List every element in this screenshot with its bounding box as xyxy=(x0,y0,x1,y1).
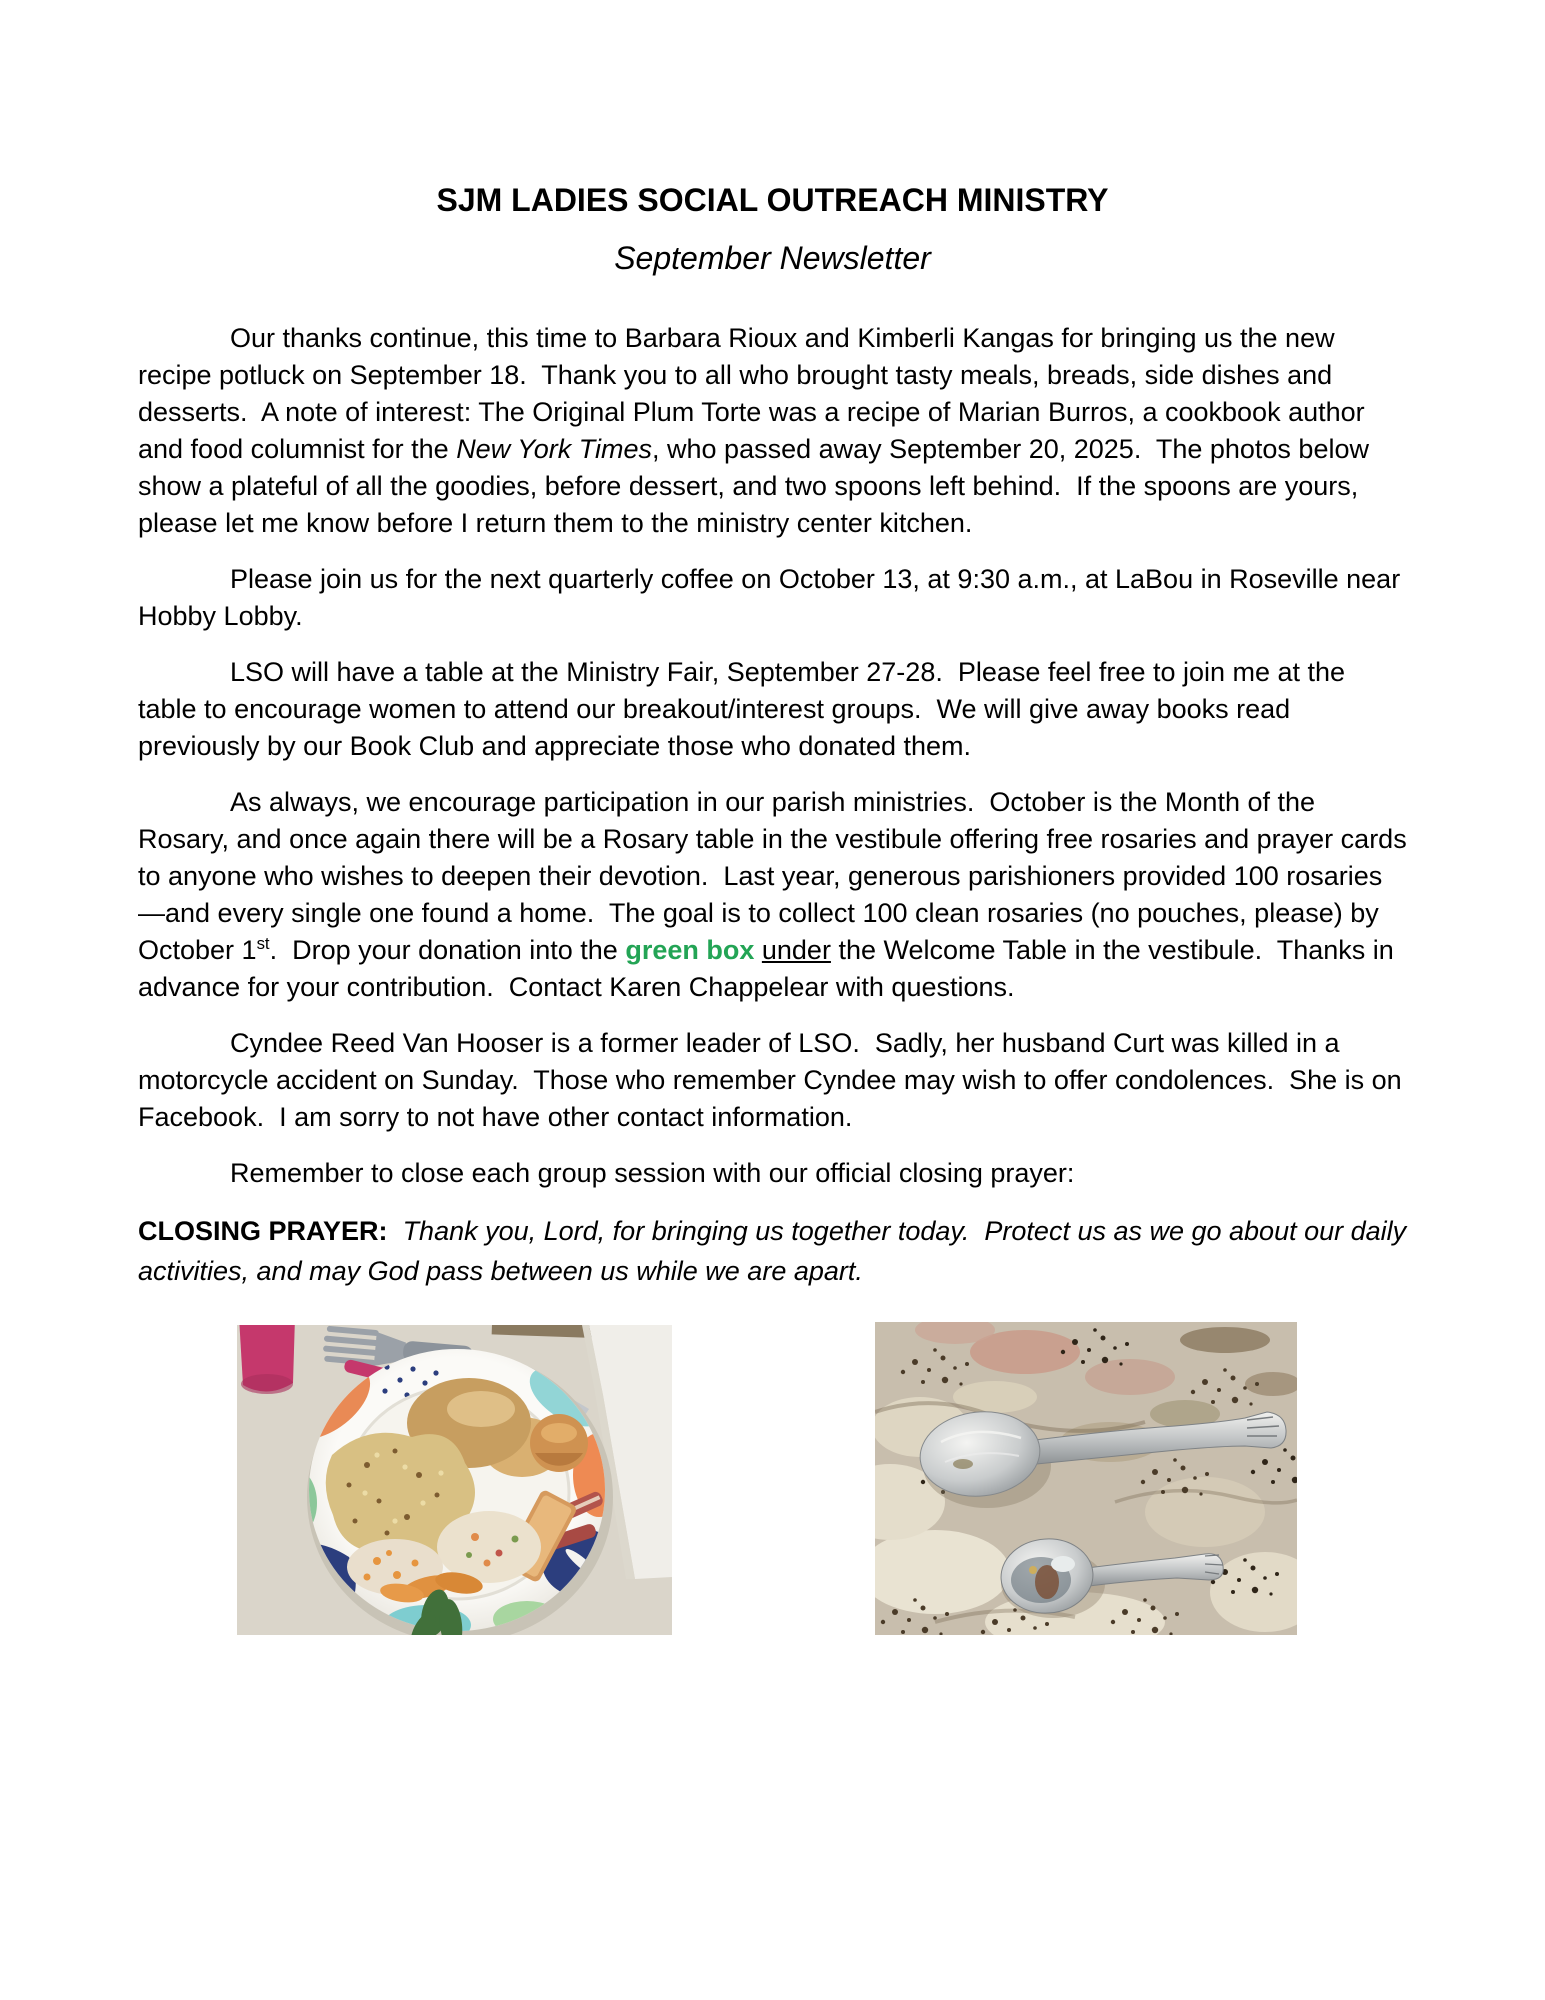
word-separator xyxy=(754,935,762,965)
paragraph-thanks-text: Our thanks continue, this time to Barbara Rioux and Kimberli Kangas for bringing us the new recipe potluck on September 18. Thank you to all who brought tasty meals, breads, side dishes and desserts. A note of interest: The Original Plum Torte was a recipe of Marian Burros, a cookbook author and food columnist for the xyxy=(138,323,1373,464)
document-body xyxy=(138,182,1415,1310)
newspaper-name-italic: New York Times xyxy=(456,434,653,464)
two-spoons-photo xyxy=(875,1322,1297,1635)
paragraph-rosary-text: As always, we encourage participation in our parish ministries. October is the Month of the Rosary, and once again there will be a Rosary table in the vestibule offering free rosaries and prayer cards to anyone who wishes to deepen their devotion. Last year, generous parishioners provided 100 rosaries—and every single one found a home. The goal is to collect 100 clean rosaries (no pouches, please) by October 1 xyxy=(138,787,1415,965)
closing-prayer-text: Thank you, Lord, for bringing us together today. Protect us as we go about our daily activities, and may God pass between us while we are apart. xyxy=(138,1216,1414,1286)
potluck-plate-photo xyxy=(237,1325,672,1635)
page-subtitle: September Newsletter xyxy=(614,240,931,276)
paragraph-thanks-text-after: , who passed away September 20, 2025. The photos below show a plateful of all the goodies, before dessert, and two spoons left behind. If the spoons are yours, please let me know before I return them to the ministry center kitchen. xyxy=(138,434,1377,538)
paragraph-thanks xyxy=(138,320,1407,542)
underlined-word: under xyxy=(761,935,831,965)
label-separator xyxy=(388,1216,403,1246)
paragraph-rosary-after: the Welcome Table in the vestibule. Thanks in advance for your contribution. Contact Karen Chappelear with questions. xyxy=(138,935,1402,1002)
photo-row xyxy=(0,1322,1545,1647)
paragraph-closing-reminder: Remember to close each group session with our official closing prayer: xyxy=(230,1158,1075,1188)
paragraph-quarterly-coffee: Please join us for the next quarterly coffee on October 13, at 9:30 a.m., at LaBou in Roseville near Hobby Lobby. xyxy=(138,564,1408,631)
paragraph-closing-prayer xyxy=(138,1211,1414,1291)
closing-prayer-label: CLOSING PRAYER: xyxy=(138,1216,388,1246)
ordinal-superscript: st xyxy=(256,934,270,953)
paragraph-rosary xyxy=(138,784,1415,1006)
pink-cup xyxy=(239,1325,295,1394)
green-box-highlight: green box xyxy=(625,935,755,965)
page-title: SJM LADIES SOCIAL OUTREACH MINISTRY xyxy=(436,182,1109,218)
paragraph-condolences: Cyndee Reed Van Hooser is a former leader of LSO. Sadly, her husband Curt was killed in a motorcycle accident on Sunday. Those who remember Cyndee may wish to offer condolences. She is on Facebook. I am sorry to not have other contact information. xyxy=(138,1028,1410,1132)
paragraph-rosary-mid: . Drop your donation into the xyxy=(269,935,626,965)
paragraph-ministry-fair: LSO will have a table at the Ministry Fair, September 27-28. Please feel free to join me at the table to encourage women to attend our breakout/interest groups. We will give away books read previously by our Book Club and appreciate those who donated them. xyxy=(138,657,1353,761)
